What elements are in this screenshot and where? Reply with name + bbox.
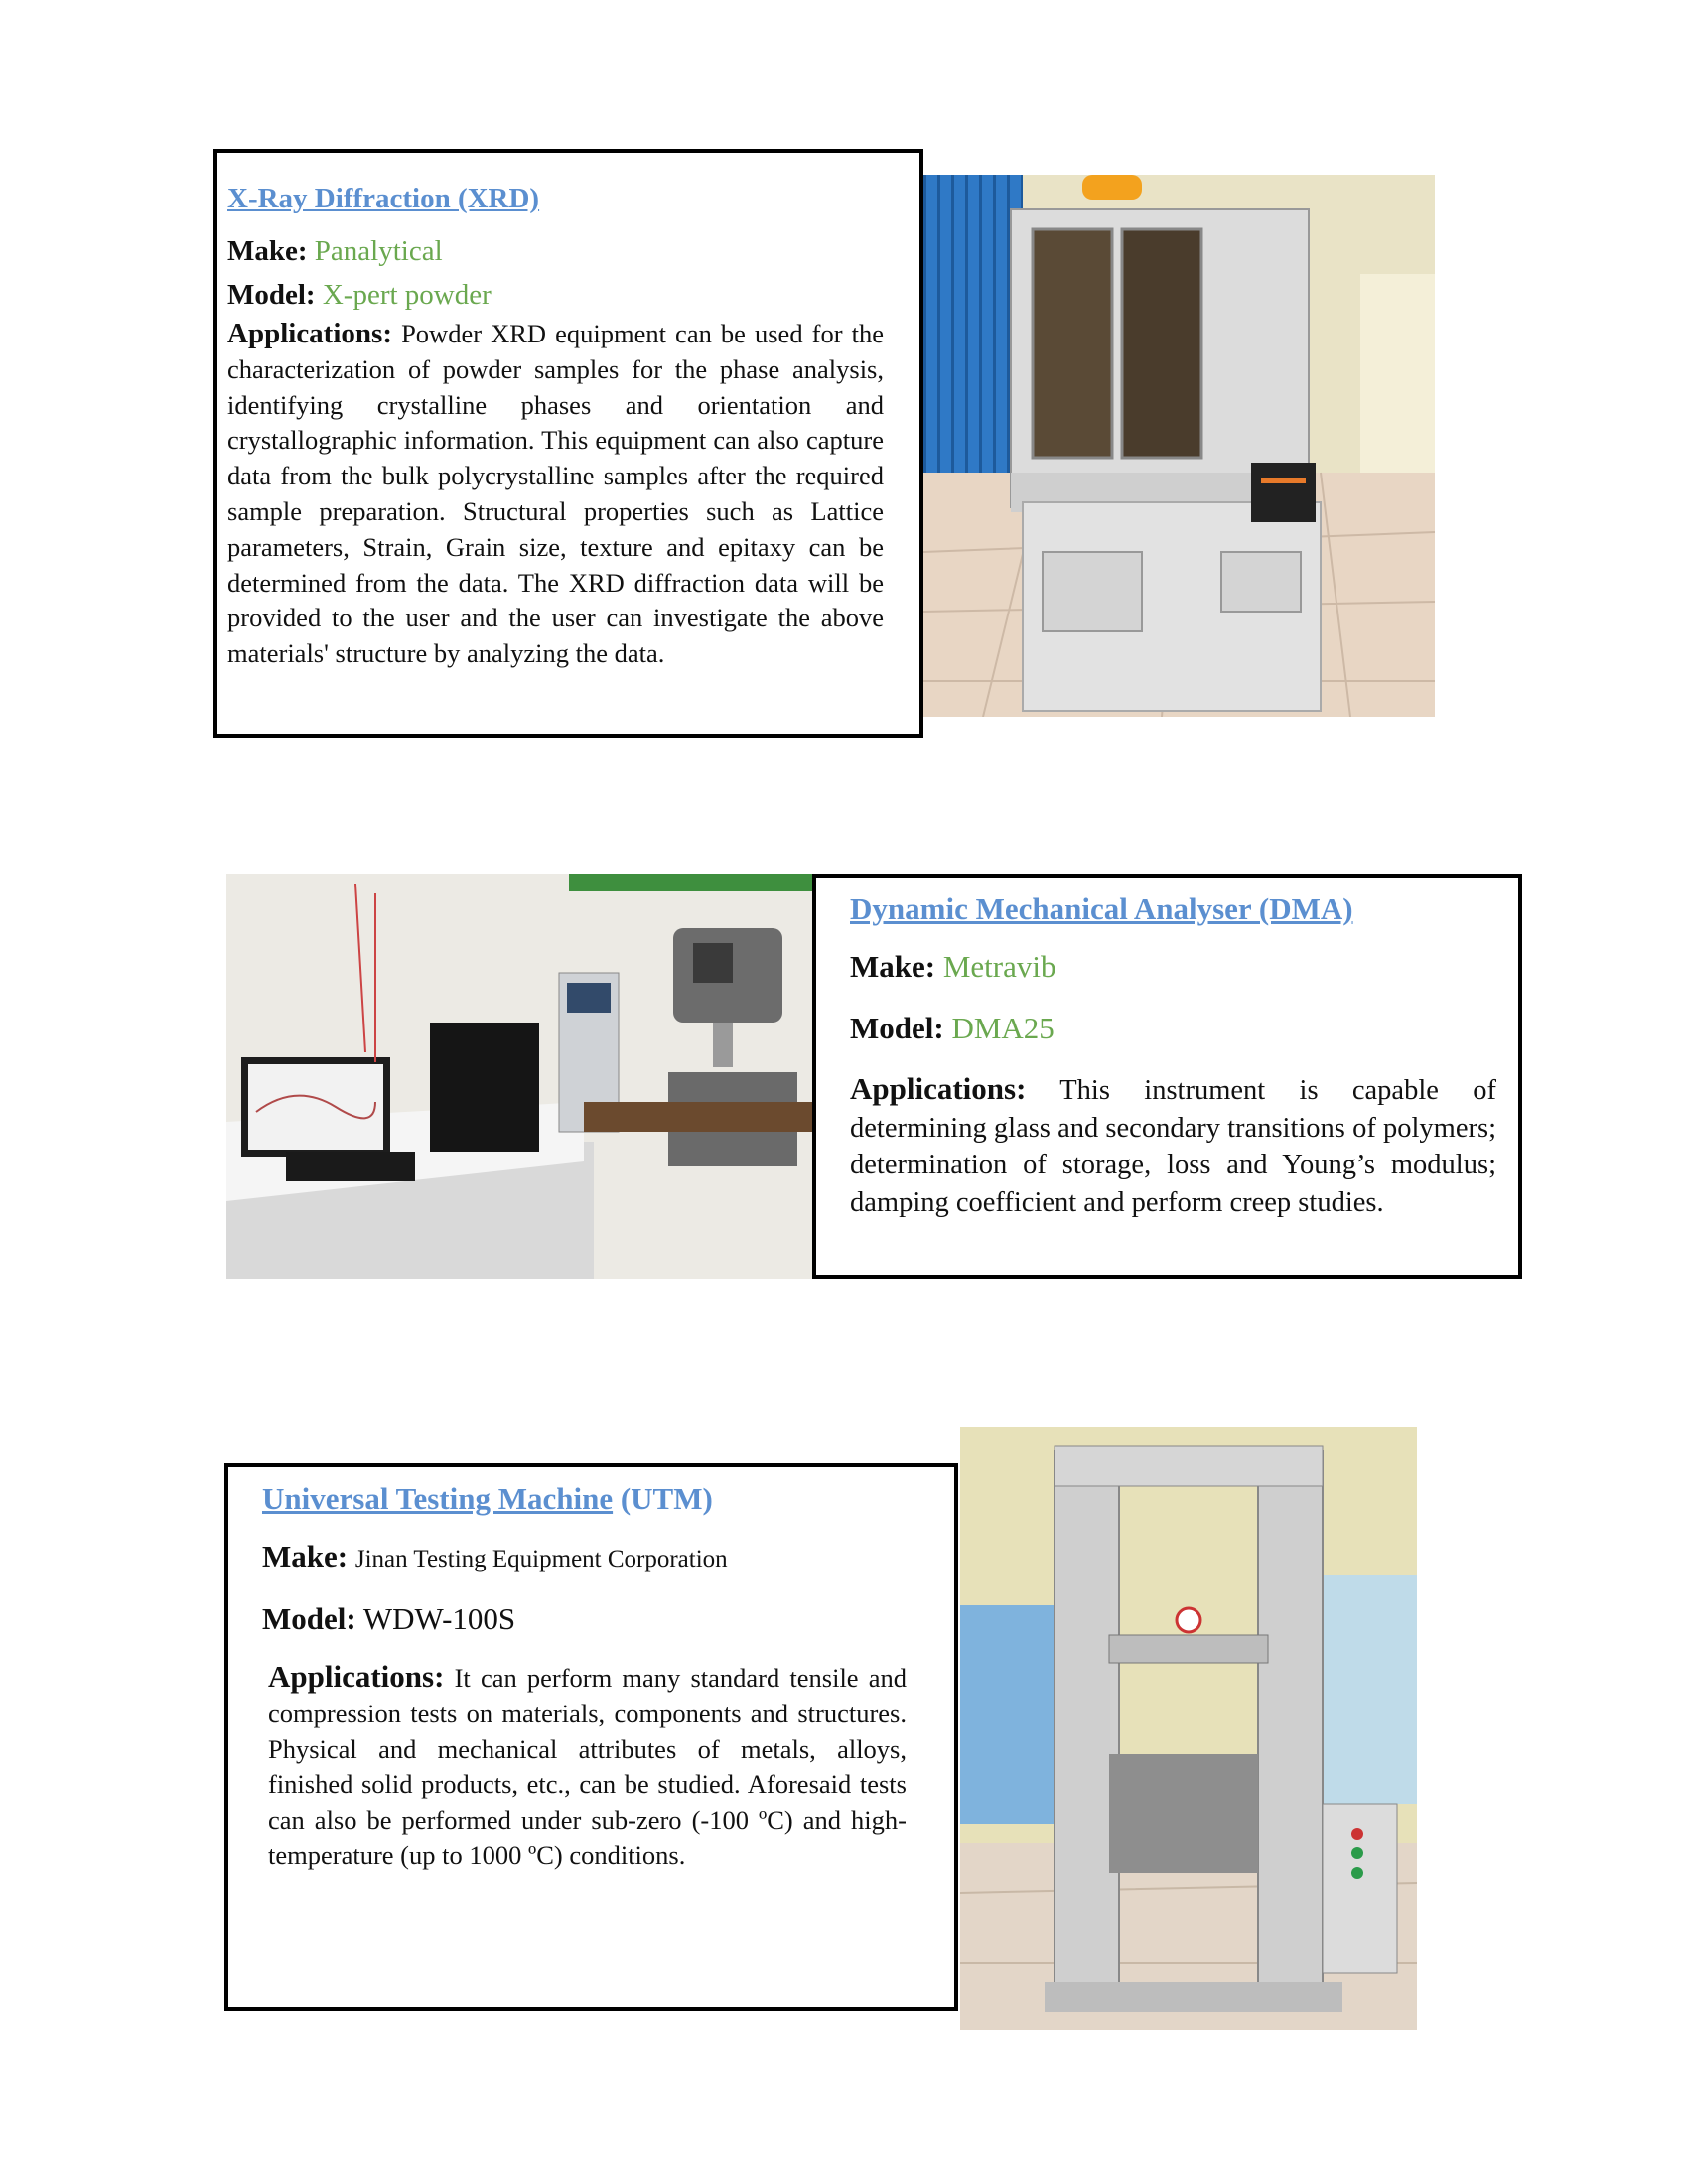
xrd-model-value: X-pert powder	[322, 279, 492, 311]
utm-applications-label: Applications:	[268, 1659, 445, 1694]
dma-title-link[interactable]: Dynamic Mechanical Analyser (DMA)	[850, 891, 1353, 926]
xrd-applications-label: Applications:	[227, 318, 392, 349]
xrd-applications-text: Powder XRD equipment can be used for the characterization of powder samples for the phase analysis, identifying crystalline phases and orientation and crystallographic information. This equipment can also capture data from the bulk polycrystalline samples after the required sample preparation. Structural properties such as Lattice parameters, Strain, Grain size, texture and epitaxy can be determined from the data. The XRD diffraction data will be provided to the user and the user can investigate the above materials' structure by analyzing the data.	[227, 319, 884, 669]
dma-make-label: Make:	[850, 949, 936, 984]
xrd-make-label: Make:	[227, 235, 308, 267]
utm-title	[262, 1481, 907, 1517]
utm-make-value: Jinan Testing Equipment Corporation	[354, 1546, 728, 1572]
xrd-applications	[227, 317, 884, 672]
utm-model-value: WDW-100S	[362, 1601, 516, 1636]
dma-model-value: DMA25	[951, 1011, 1055, 1045]
utm-title-link[interactable]: Universal Testing Machine	[262, 1481, 614, 1516]
dma-make-value: Metravib	[942, 949, 1056, 984]
utm-make	[262, 1537, 907, 1579]
dma-applications-label: Applications:	[850, 1071, 1027, 1106]
utm-make-label: Make:	[262, 1539, 349, 1573]
xrd-title-link[interactable]: X-Ray Diffraction (XRD)	[227, 183, 540, 214]
utm-model	[262, 1599, 907, 1639]
dma-model-label: Model:	[850, 1011, 944, 1045]
xrd-info-card	[213, 149, 923, 738]
xrd-make-value: Panalytical	[314, 235, 443, 267]
xrd-machine-photo	[923, 175, 1435, 717]
dma-applications-text: This instrument is capable of determining glass and secondary transitions of polymers; determination of storage, loss and Young’s modulus; damping coefficient and perform creep studies.	[850, 1075, 1496, 1218]
xrd-model	[227, 273, 884, 317]
utm-applications-text: It can perform many standard tensile and compression tests on materials, components and structures. Physical and mechanical attributes of metals, alloys, finished solid products, etc., can be studied. Aforesaid tests can also be performed under sub-zero (-100 ºC) and high-temperature (up to 1000 ºC) conditions.	[268, 1663, 907, 1870]
utm-applications	[262, 1659, 907, 1874]
dma-make	[850, 947, 1496, 987]
dma-info-card	[812, 874, 1522, 1279]
dma-model	[850, 1009, 1496, 1048]
utm-model-label: Model:	[262, 1601, 356, 1636]
utm-info-card	[224, 1463, 958, 2011]
xrd-make	[227, 229, 884, 273]
dma-lab-photo	[226, 874, 812, 1279]
dma-applications	[850, 1070, 1496, 1221]
xrd-model-label: Model:	[227, 279, 316, 311]
utm-title-abbr: (UTM)	[620, 1481, 713, 1516]
utm-machine-photo	[960, 1427, 1417, 2030]
